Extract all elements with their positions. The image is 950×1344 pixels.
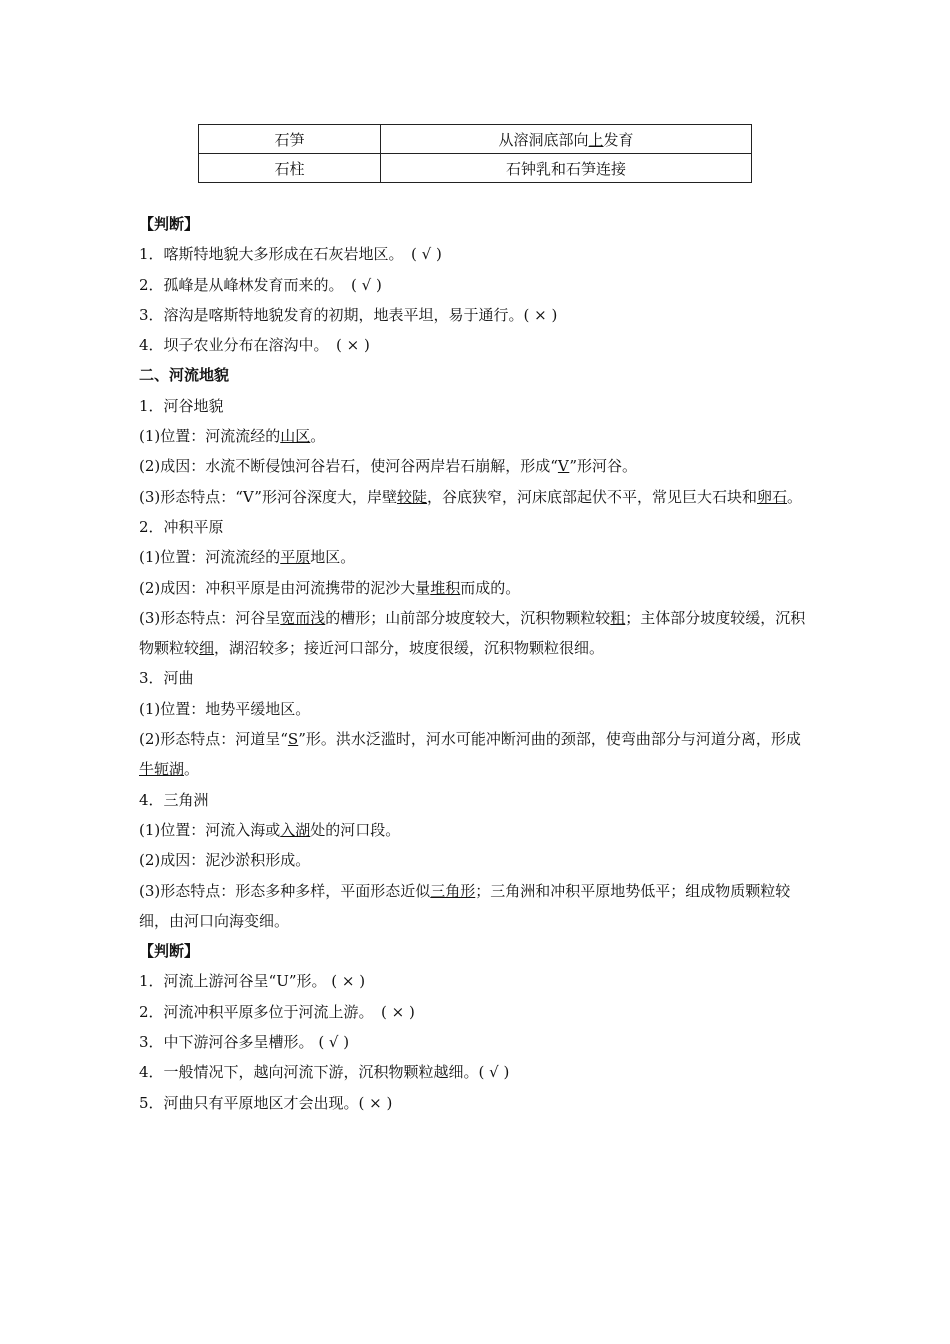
paragraph: (3)形态特点：河谷呈宽而浅的槽形；山前部分坡度较大，沉积物颗粒较粗；主体部分坡度较缓，沉积物颗粒较细，湖沼较多；接近河口部分，坡度很缓，沉积物颗粒很细。 <box>139 608 806 658</box>
judge-item: 3．中下游河谷多呈槽形。 ( √ ) <box>139 1033 350 1052</box>
judge-item: 1．喀斯特地貌大多形成在石灰岩地区。 ( √ ) <box>139 245 442 264</box>
table-row <box>199 154 752 183</box>
paragraph: (2)形态特点：河道呈“S”形。洪水泛滥时，河水可能冲断河曲的颈部，使弯曲部分与河道分离，形成牛轭湖。 <box>139 730 801 779</box>
judge-item: 1．河流上游河谷呈“U”形。 ( × ) <box>139 972 366 991</box>
table-cell-desc: 从溶洞底部向上发育 <box>381 125 752 154</box>
subsection-title: 4．三角洲 <box>139 790 209 809</box>
judge-item: 4．坝子农业分布在溶沟中。 ( × ) <box>139 336 370 355</box>
paragraph: (3)形态特点：“V”形河谷深度大，岸壁较陡，谷底狭窄，河床底部起伏不平，常见巨大石块和卵石。 <box>139 487 803 506</box>
judge-item: 3．溶沟是喀斯特地貌发育的初期，地表平坦，易于通行。( × ) <box>139 305 558 324</box>
subsection-title: 1．河谷地貌 <box>139 396 224 415</box>
table-cell-desc: 石钟乳和石笋连接 <box>381 154 752 183</box>
table-row <box>199 125 752 154</box>
subsection-title: 3．河曲 <box>139 669 194 688</box>
document-body <box>139 209 811 1118</box>
section-title: 二、河流地貌 <box>139 366 230 385</box>
paragraph: (2)成因：泥沙淤积形成。 <box>139 851 311 870</box>
paragraph: (3)形态特点：形态多种多样，平面形态近似三角形；三角洲和冲积平原地势低平；组成物质颗粒较细，由河口向海变细。 <box>139 881 791 930</box>
judge-item: 2．河流冲积平原多位于河流上游。 ( × ) <box>139 1002 415 1021</box>
judge-item: 5．河曲只有平原地区才会出现。( × ) <box>139 1093 393 1112</box>
judge-item: 2．孤峰是从峰林发育而来的。 ( √ ) <box>139 275 382 294</box>
speleothem-table <box>198 124 752 183</box>
judge-heading: 【判断】 <box>139 215 200 233</box>
paragraph: (1)位置：河流流经的山区。 <box>139 427 326 446</box>
paragraph: (1)位置：河流入海或入湖处的河口段。 <box>139 820 401 839</box>
paragraph: (2)成因：水流不断侵蚀河谷岩石，使河谷两岸岩石崩解，形成“V”形河谷。 <box>139 457 637 476</box>
paragraph: (1)位置：河流流经的平原地区。 <box>139 548 356 567</box>
paragraph: (2)成因：冲积平原是由河流携带的泥沙大量堆积而成的。 <box>139 578 521 597</box>
table-cell-name: 石笋 <box>199 125 381 154</box>
subsection-title: 2．冲积平原 <box>139 517 224 536</box>
table-cell-name: 石柱 <box>199 154 381 183</box>
judge-heading: 【判断】 <box>139 942 200 961</box>
paragraph: (1)位置：地势平缓地区。 <box>139 699 311 718</box>
judge-item: 4．一般情况下，越向河流下游，沉积物颗粒越细。( √ ) <box>139 1063 510 1082</box>
